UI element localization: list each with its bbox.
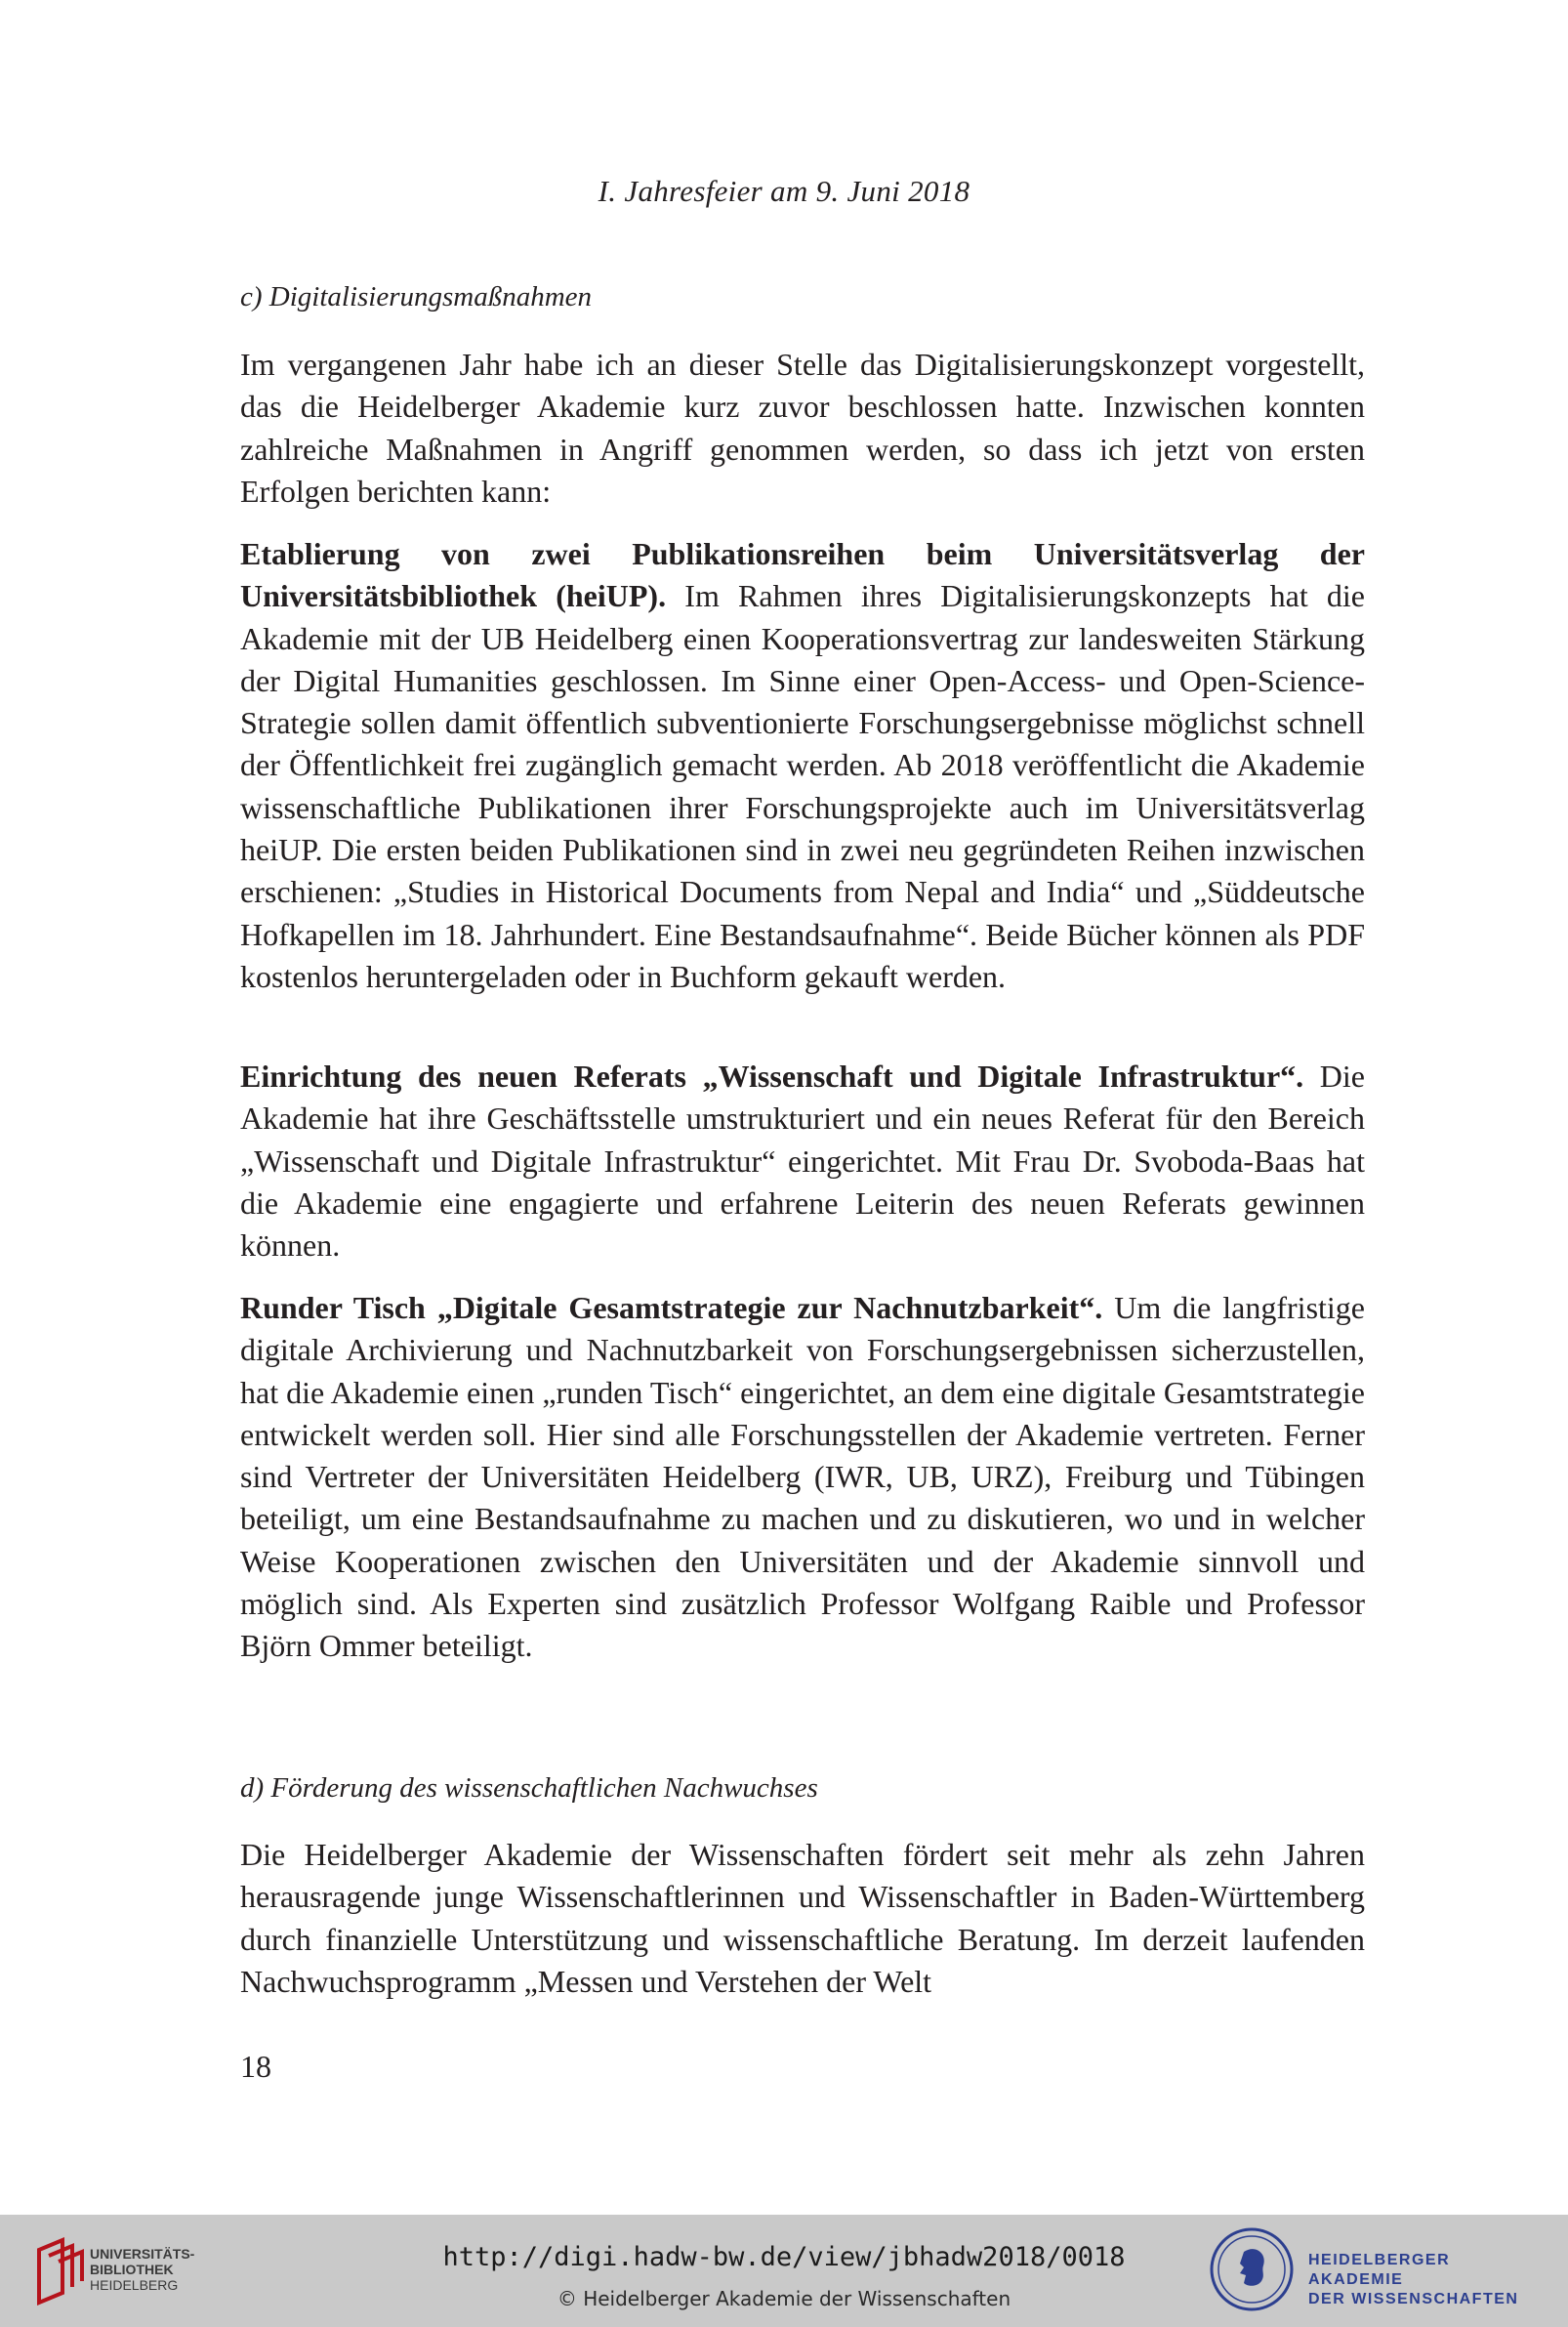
hadw-logo-text [1308, 2251, 1541, 2309]
paragraph-heiup [240, 533, 1365, 998]
paragraph-runder-tisch [240, 1287, 1365, 1668]
runder-tisch-heading: Runder Tisch „Digitale Gesamtstrategie zur Nachnutzbarkeit“. [240, 1290, 1103, 1325]
copyright-notice: © Heidelberger Akademie der Wissenschaften [557, 2287, 1011, 2310]
section-heading-c: c) Digitalisierungsmaßnahmen [240, 281, 593, 312]
referat-heading: Einrichtung des neuen Referats „Wissenschaft und Digitale Infrastruktur“. [240, 1059, 1304, 1094]
paragraph-referat [240, 1056, 1365, 1267]
heiup-heading: Etablierung von zwei Publikationsreihen beim Universitätsverlag der Universitätsbibliothek (heiUP). [240, 536, 1365, 614]
section-heading-d: d) Förderung des wissenschaftlichen Nachwuchses [240, 1772, 818, 1804]
runder-tisch-text: Um die langfristige digitale Archivierung und Nachnutzbarkeit von Forschungsergebnissen sicherzustellen, hat die Akademie einen „runden Tisch“ eingerichtet, an dem eine digitale Gesamtstrategie entwickelt werden soll. Hier sind alle Forschungsstellen der Akademie vertreten. Ferner sind Vertreter der Universitäten Heidelberg (IWR, UB, URZ), Freiburg und Tübingen beteiligt, um eine Bestandsaufnahme zu machen und zu diskutieren, wo und in welcher Weise Kooperationen zwischen den Universitäten und der Akademie sinnvoll und möglich sind. Als Experten sind zusätzlich Professor Wolfgang Raible und Professor Björn Ommer beteiligt. [240, 1290, 1366, 1664]
paragraph-intro: Im vergangenen Jahr habe ich an dieser Stelle das Digitalisierungskonzept vorgestellt, das die Heidelberger Akademie kurz zuvor beschlossen hatte. Inzwischen konnten zahlreiche Maßnahmen in Angriff genommen werden, so dass ich jetzt von ersten Erfolgen berichten kann: [240, 347, 1365, 509]
hadw-logo-line2: DER WISSENSCHAFTEN [1308, 2291, 1519, 2307]
ub-logo-line2: BIBLIOTHEK [90, 2262, 174, 2277]
heiup-text: Im Rahmen ihres Digitalisierungskonzepts hat die Akademie mit der UB Heidelberg einen Kooperationsvertrag zur landesweiten Stärkung der Digital Humanities geschlossen. Im Sinne einer Open-Access- und Open-Science-Strategie sollen damit öffentlich subventionierte Forschungsergebnisse möglichst schnell der Öffentlichkeit frei zugänglich gemacht werden. Ab 2018 veröffentlicht die Akademie wissenschaftliche Publikationen ihrer Forschungsprojekte auch im Universitätsverlag heiUP. Die ersten beiden Publikationen sind in zwei neu gegründeten Reihen inzwischen erschienen: „Studies in Historical Documents from Nepal and India“ und „Süddeutsche Hofkapellen im 18. Jahrhundert. Eine Bestandsaufnahme“. Beide Bücher können als PDF kostenlos heruntergeladen oder in Buchform gekauft werden. [240, 578, 1366, 994]
paragraph-nachwuchs: Die Heidelberger Akademie der Wissenschaften fördert seit mehr als zehn Jahren herausragende junge Wissenschaftlerinnen und Wissenschaftler in Baden-Württemberg durch finanzielle Unterstützung und wissenschaftliche Beratung. Im derzeit laufenden Nachwuchsprogramm „Messen und Verstehen der Welt [240, 1837, 1365, 1999]
viewer-footer [0, 2215, 1568, 2327]
referat-text: Die Akademie hat ihre Geschäftsstelle umstrukturiert und ein neues Referat für den Bereich „Wissenschaft und Digitale Infrastruktur“ eingerichtet. Mit Frau Dr. Svoboda-Baas hat die Akademie eine engagierte und erfahrene Leiterin des neuen Referats gewinnen können. [240, 1059, 1365, 1264]
running-head: I. Jahresfeier am 9. Juni 2018 [598, 174, 970, 208]
document-url-link[interactable]: http://digi.hadw-bw.de/view/jbhadw2018/0018 [442, 2242, 1126, 2272]
ub-logo-line1: UNIVERSITÄTS- [90, 2246, 195, 2262]
ub-logo-line3: HEIDELBERG [90, 2277, 179, 2293]
hadw-logo[interactable] [1209, 2226, 1541, 2314]
page-number: 18 [240, 2049, 271, 2084]
hadw-seal-icon [1209, 2226, 1295, 2312]
hadw-logo-line1: HEIDELBERGER AKADEMIE [1308, 2252, 1451, 2288]
